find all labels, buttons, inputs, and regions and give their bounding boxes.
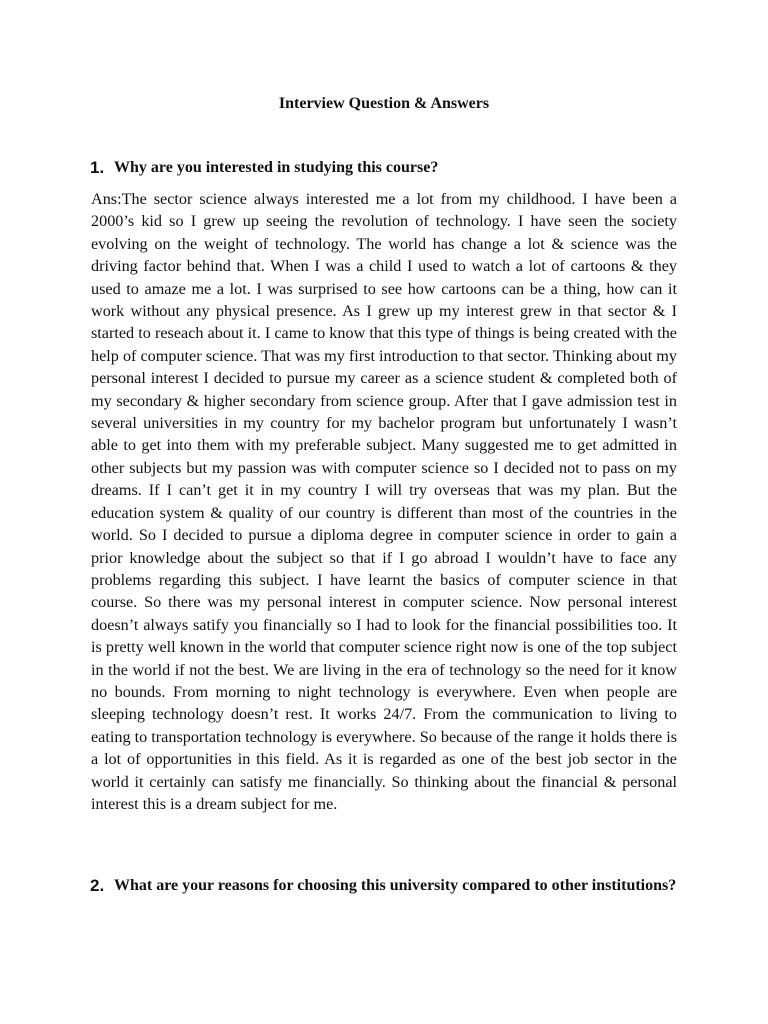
question-text: Why are you interested in studying this course? [114,159,439,176]
document-title: Interview Question & Answers [278,95,490,112]
answer-1: Ans:The sector science always interested me a lot from my childhood. I have been a 2000’s kid so I grew up seeing the revolution of technology. I have seen the society evolving on the weight of technology. The world has change a lot & science was the driving factor behind that. When I was a child I used to watch a lot of cartoons & they used to amaze me a lot. I was surprised to see how cartoons can be a thing, how can it work without any physical presence. As I grew up my interest grew in that sector & I started to reseach about it. I came to know that this type of things is being created with the help of computer science. That was my first introduction to that sector. Thinking about my personal interest I decided to pursue my career as a science student & completed both of my secondary & higher secondary from science group. After that I gave admission test in several universities in my country for my bachelor program but unfortunately I wasn’t able to get into them with my preferable subject. Many suggested me to get admitted in other subjects but my passion was with computer science so I decided not to pass on my dreams. If I can’t get it in my country I will try overseas that was my plan. But the education system & quality of our country is different than most of the countries in the world. So I decided to pursue a diploma degree in computer science in order to gain a prior knowledge about the subject so that if I go abroad I wouldn’t have to face any problems regarding this subject. I have learnt the basics of computer science in that course. So there was my personal interest in computer science. Now personal interest doesn’t always satify you financially so I had to look for the financial possibilities too. It is pretty well known in the world that computer science right now is one of the top subject in the world if not the best. We are living in the era of technology so the need for it know no bounds. From morning to night technology is everywhere. Even when people are sleeping technology doesn’t rest. It works 24/7. From the communication to living to eating to transportation technology is everywhere. So because of the range it holds there is a lot of opportunities in this field. As it is regarded as one of the best job sector in the world it certainly can satisfy me financially. So thinking about the financial & personal interest this is a dream subject for me. [91,190,677,813]
question-1 [90,157,690,179]
question-number: 2. [90,876,105,895]
question-text: What are your reasons for choosing this university compared to other institutions? [114,877,677,894]
question-2 [90,875,690,897]
question-number: 1. [90,158,105,177]
